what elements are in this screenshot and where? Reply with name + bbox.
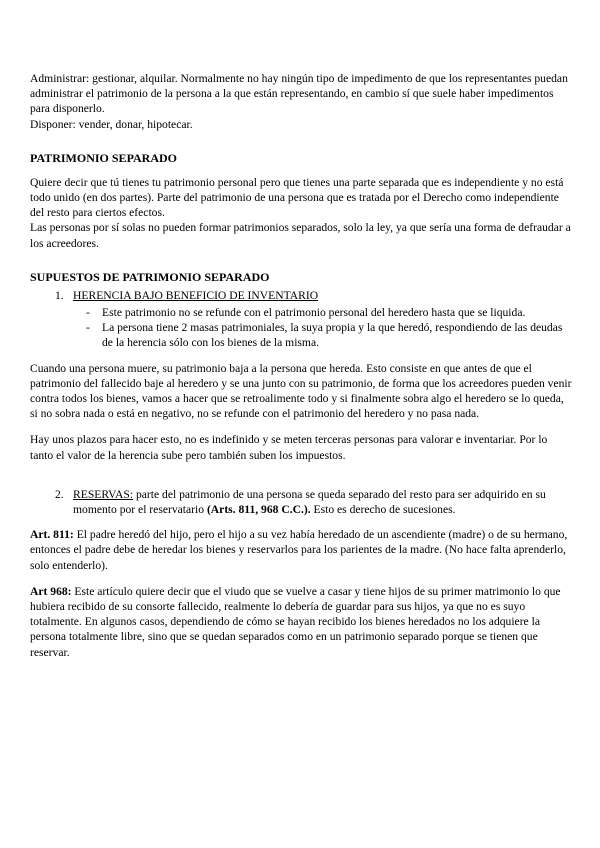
art-968-text: Este artículo quiere decir que el viudo que se vuelve a casar y tiene hijos de su primer matrimonio lo que hubiera recibido de su consorte fallecido, realmente lo debería de guardar para sus hijos, ya que no es suyo totalmente. En algunos casos, dependiendo de cómo se hayan recibido los bienes heredados no los adquiere la persona totalmente libre, sino que se quedan separados como en un patrimonio separado porque se tienen que reservar. — [30, 584, 561, 659]
sub-list-text: La persona tiene 2 masas patrimoniales, la suya propia y la que heredó, respondiendo de las deudas de la herencia sólo con los bienes de la misma. — [102, 321, 563, 350]
list-number: 2. — [55, 487, 64, 501]
paragraph-cuando-muere: Cuando una persona muere, su patrimonio baja a la persona que hereda. Esto consiste en que antes de que el patrimonio del fallecido baje al heredero y se una junto con su patrimonio, de forma que los acreedores pueden venir contra todos los bienes, vamos a hacer que se retroalimente todo y si finalmente sobra algo el heredero se lo queda, si no sobra nada o está en negativo, no se refunde con el patrimonio del heredero y no pasa nada. — [30, 361, 572, 421]
paragraph-definition: Quiere decir que tú tienes tu patrimonio personal pero que tienes una parte separada que es independiente y no está todo unido (en dos partes). Parte del patrimonio de una persona que es tratada por el Derecho como independiente del resto para ciertos efectos. — [30, 175, 564, 220]
art-811-label: Art. 811: — [30, 528, 74, 542]
list-item-herencia — [55, 288, 572, 303]
reservas-description: parte del patrimonio de una persona se queda separado del resto para ser adquirido en su momento por el reservatario — [73, 487, 546, 517]
intro-paragraph-disponer: Disponer: vender, donar, hipotecar. — [30, 117, 193, 131]
paragraph-art-811 — [30, 527, 572, 573]
document-page — [30, 71, 572, 660]
reservas-description-end: Esto es derecho de sucesiones. — [310, 503, 456, 517]
sub-list-text: Este patrimonio no se refunde con el patrimonio personal del heredero hasta que se liquida. — [102, 306, 526, 320]
dash-marker: - — [86, 321, 90, 335]
art-968-label: Art 968: — [30, 584, 72, 598]
heading-patrimonio-separado: PATRIMONIO SEPARADO — [30, 150, 177, 165]
intro-paragraph-administrar: Administrar: gestionar, alquilar. Normalmente no hay ningún tipo de impedimento de que los representantes puedan administrar el patrimonio de la persona a la que están representando, en cambio sí que suele haber impedimentos para disponerlo. — [30, 72, 568, 116]
sub-list-herencia — [86, 305, 572, 351]
art-811-text: El padre heredó del hijo, pero el hijo a su vez había heredado de un ascendiente (madre) o de su hermano, entonces el padre debe de heredar los bienes y reservarlos para los parientes de la madre. (No hace falta aprenderlo, solo entenderlo). — [30, 528, 568, 572]
dash-marker: - — [86, 306, 90, 320]
paragraph-art-968 — [30, 584, 572, 660]
heading-supuestos: SUPUESTOS DE PATRIMONIO SEPARADO — [30, 269, 270, 284]
reservas-text — [73, 487, 572, 517]
paragraph-plazos: Hay unos plazos para hacer esto, no es indefinido y se meten terceras personas para valorar e inventariar. Por lo tanto el valor de la herencia sube pero también suben los impuestos. — [30, 433, 548, 462]
list-item-reservas — [55, 487, 572, 517]
list-title-herencia: HERENCIA BAJO BENEFICIO DE INVENTARIO — [73, 288, 319, 302]
sub-list-item — [86, 320, 572, 350]
reservas-article-ref: (Arts. 811, 968 C.C.). — [206, 503, 311, 517]
sub-list-item — [86, 305, 572, 320]
paragraph-personas: Las personas por sí solas no pueden formar patrimonios separados, solo la ley, ya que sería una forma de defraudar a los acreedores. — [30, 221, 571, 250]
list-number: 1. — [55, 288, 64, 302]
list-title-reservas: RESERVAS: — [73, 487, 134, 501]
